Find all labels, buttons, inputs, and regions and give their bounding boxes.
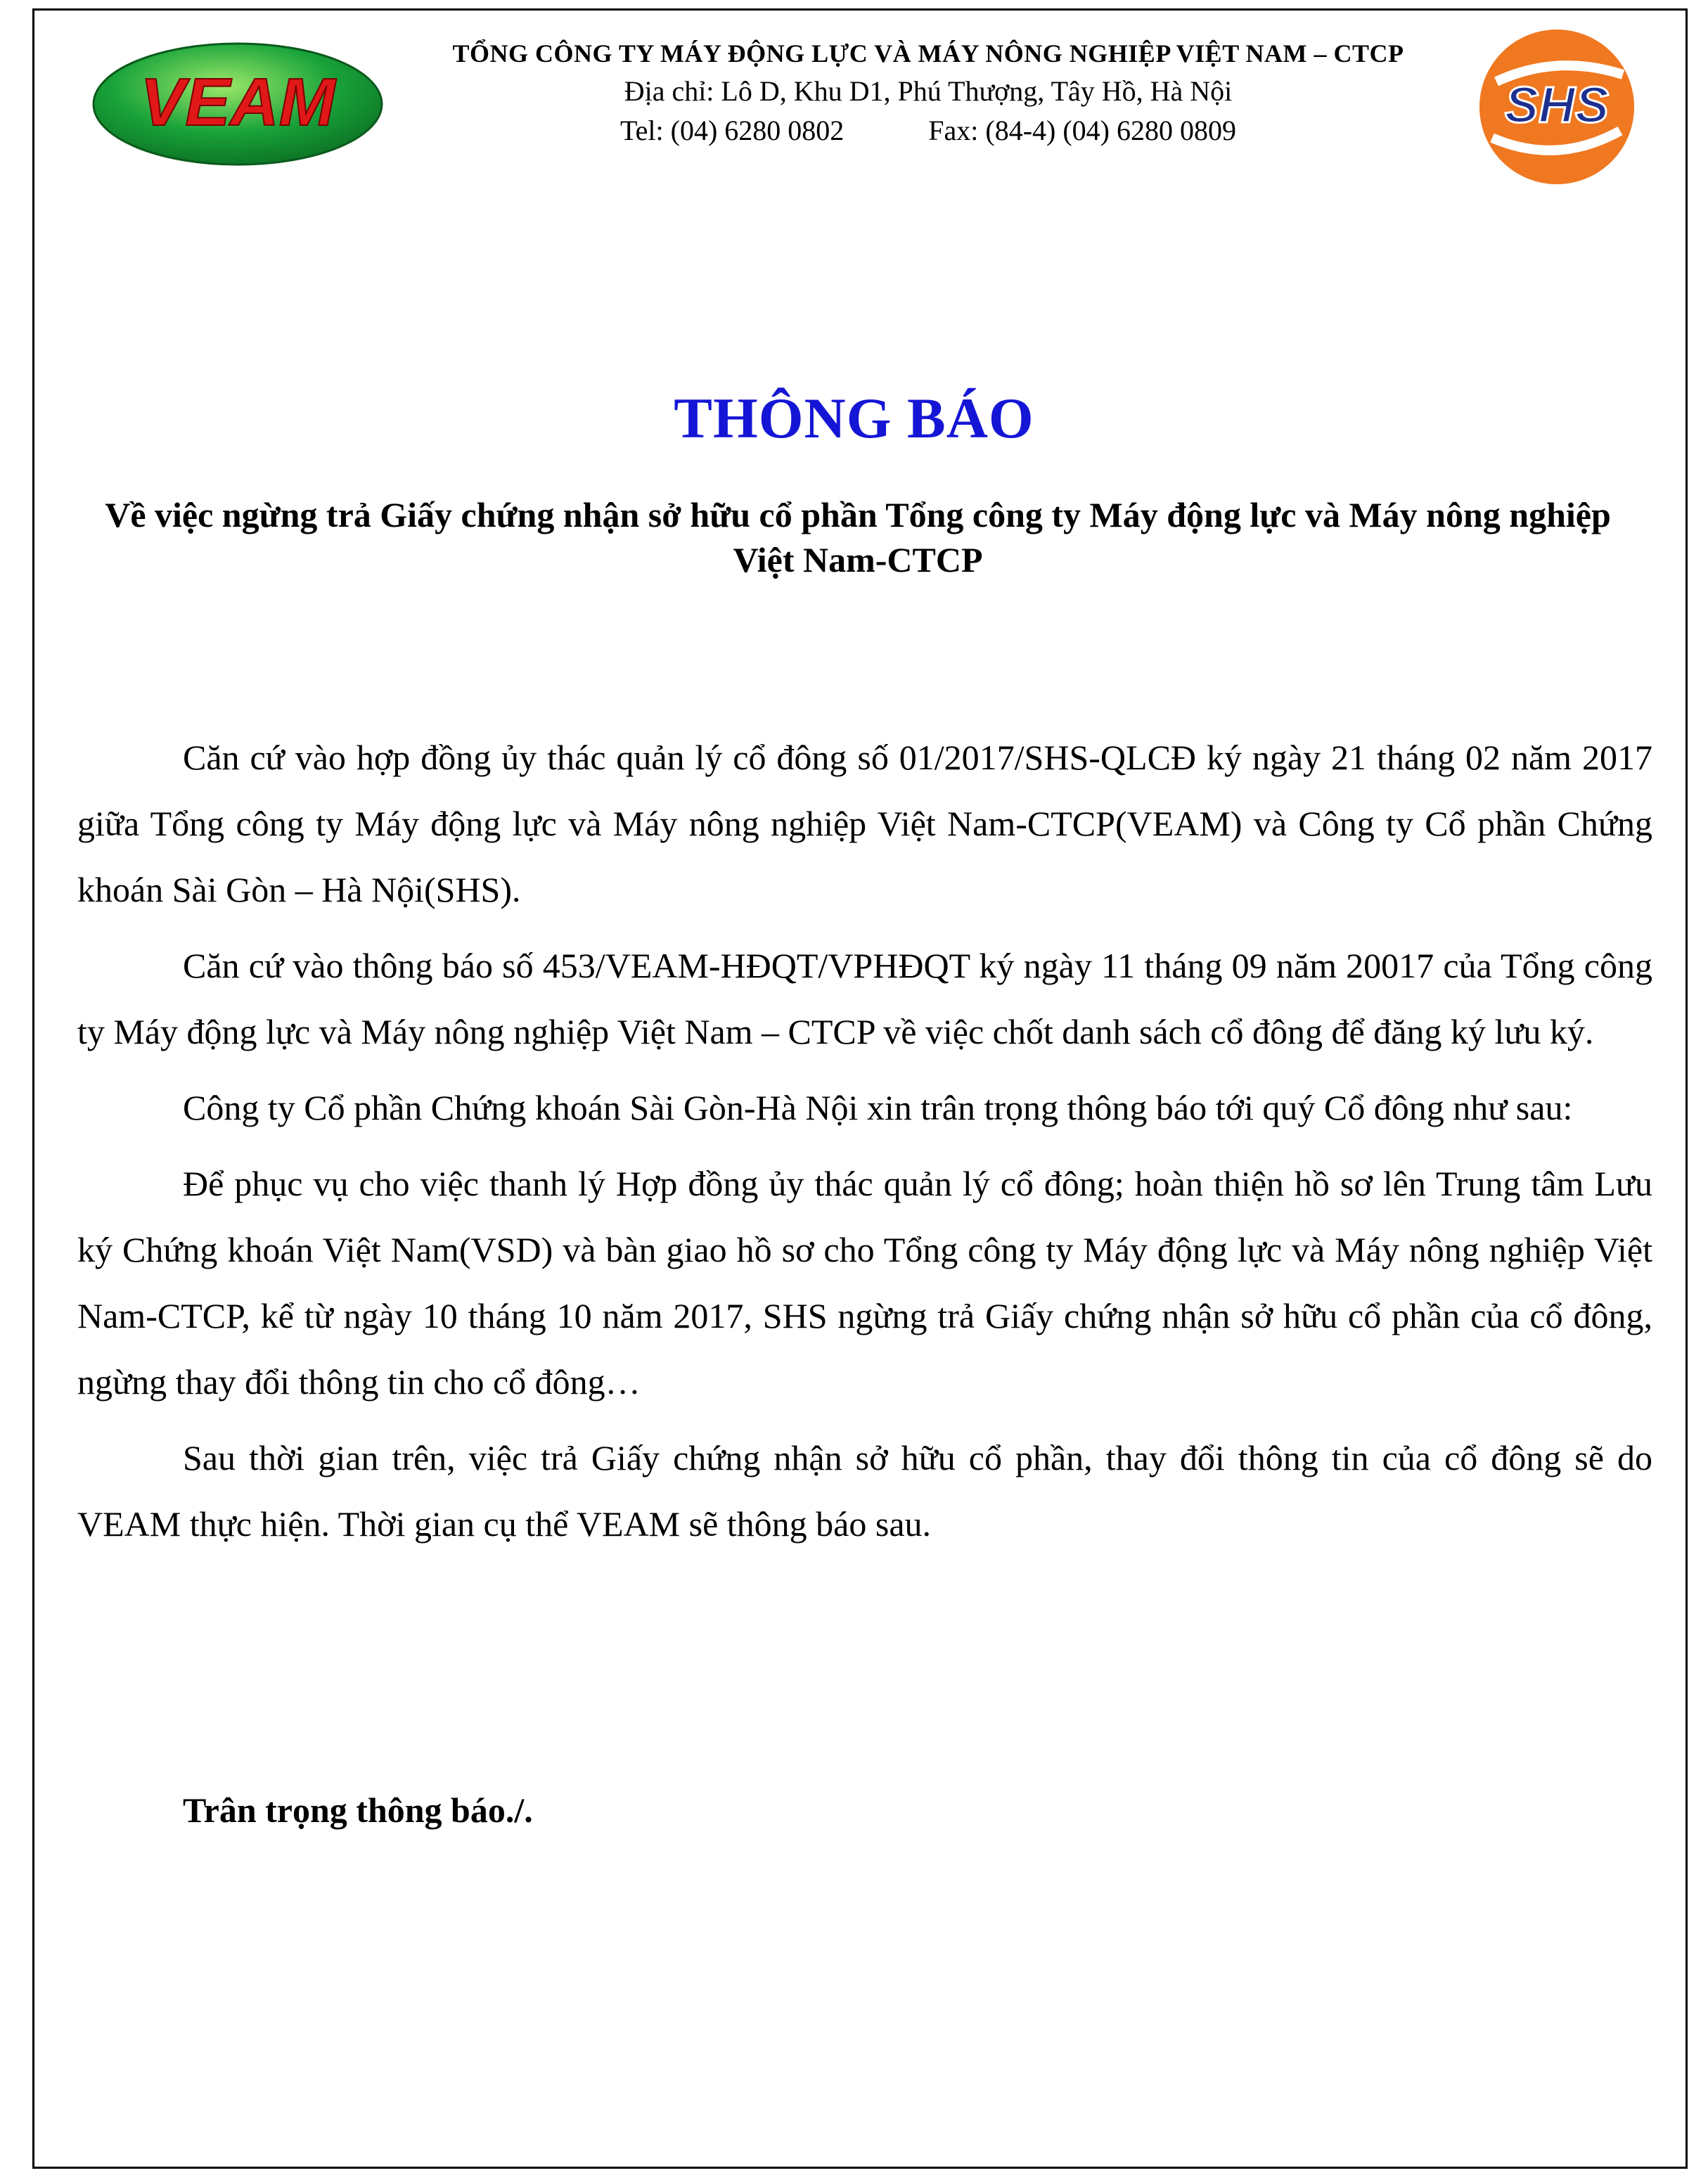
org-tel: Tel: (04) 6280 0802 [620, 115, 845, 146]
paragraph-4: Để phục vụ cho việc thanh lý Hợp đồng ủy thác quản lý cổ đông; hoàn thiện hồ sơ lên Trung tâm Lưu ký Chứng khoán Việt Nam(VSD) và bàn giao hồ sơ cho Tổng công ty Máy động lực và Máy nông nghiệp Việt Nam-CTCP, kể từ ngày 10 tháng 10 năm 2017, SHS ngừng trả Giấy chứng nhận sở hữu cổ phần của cổ đông, ngừng thay đổi thông tin cho cổ đông… [77, 1164, 1652, 1402]
org-contact [380, 111, 1477, 150]
org-address: Địa chỉ: Lô D, Khu D1, Phú Thượng, Tây Hồ, Hà Nội [624, 75, 1233, 107]
paragraph-2: Căn cứ vào thông báo số 453/VEAM-HĐQT/VPHĐQT ký ngày 11 tháng 09 năm 20017 của Tổng công ty Máy động lực và Máy nông nghiệp Việt Nam – CTCP về việc chốt danh sách cổ đông để đăng ký lưu ký. [77, 946, 1652, 1051]
org-name: TỔNG CÔNG TY MÁY ĐỘNG LỰC VÀ MÁY NÔNG NGHIỆP VIỆT NAM – CTCP [452, 39, 1404, 68]
paragraph-3: Công ty Cổ phần Chứng khoán Sài Gòn-Hà Nội xin trân trọng thông báo tới quý Cổ đông như sau: [183, 1088, 1573, 1127]
closing-line: Trân trọng thông báo./. [183, 1790, 533, 1830]
paragraph-1: Căn cứ vào hợp đồng ủy thác quản lý cổ đông số 01/2017/SHS-QLCĐ ký ngày 21 tháng 02 năm 2017 giữa Tổng công ty Máy động lực và Máy nông nghiệp Việt Nam-CTCP(VEAM) và Công ty Cổ phần Chứng khoán Sài Gòn – Hà Nội(SHS). [77, 738, 1652, 909]
paragraph-5: Sau thời gian trên, việc trả Giấy chứng nhận sở hữu cổ phần, thay đổi thông tin của cổ đông sẽ do VEAM thực hiện. Thời gian cụ thể VEAM sẽ thông báo sau. [77, 1438, 1652, 1544]
org-header [380, 35, 1477, 150]
shs-logo-text: SHS [1504, 77, 1610, 134]
document-subject: Về việc ngừng trả Giấy chứng nhận sở hữu cổ phần Tổng công ty Máy động lực và Máy nông nghiệp Việt Nam-CTCP [105, 495, 1611, 579]
veam-logo-text: VEAM [140, 65, 335, 140]
org-fax: Fax: (84-4) (04) 6280 0809 [928, 115, 1236, 146]
document-title: THÔNG BÁO [674, 386, 1034, 450]
document-body [77, 724, 1652, 1567]
shs-logo [1475, 25, 1638, 188]
veam-logo [90, 41, 385, 167]
